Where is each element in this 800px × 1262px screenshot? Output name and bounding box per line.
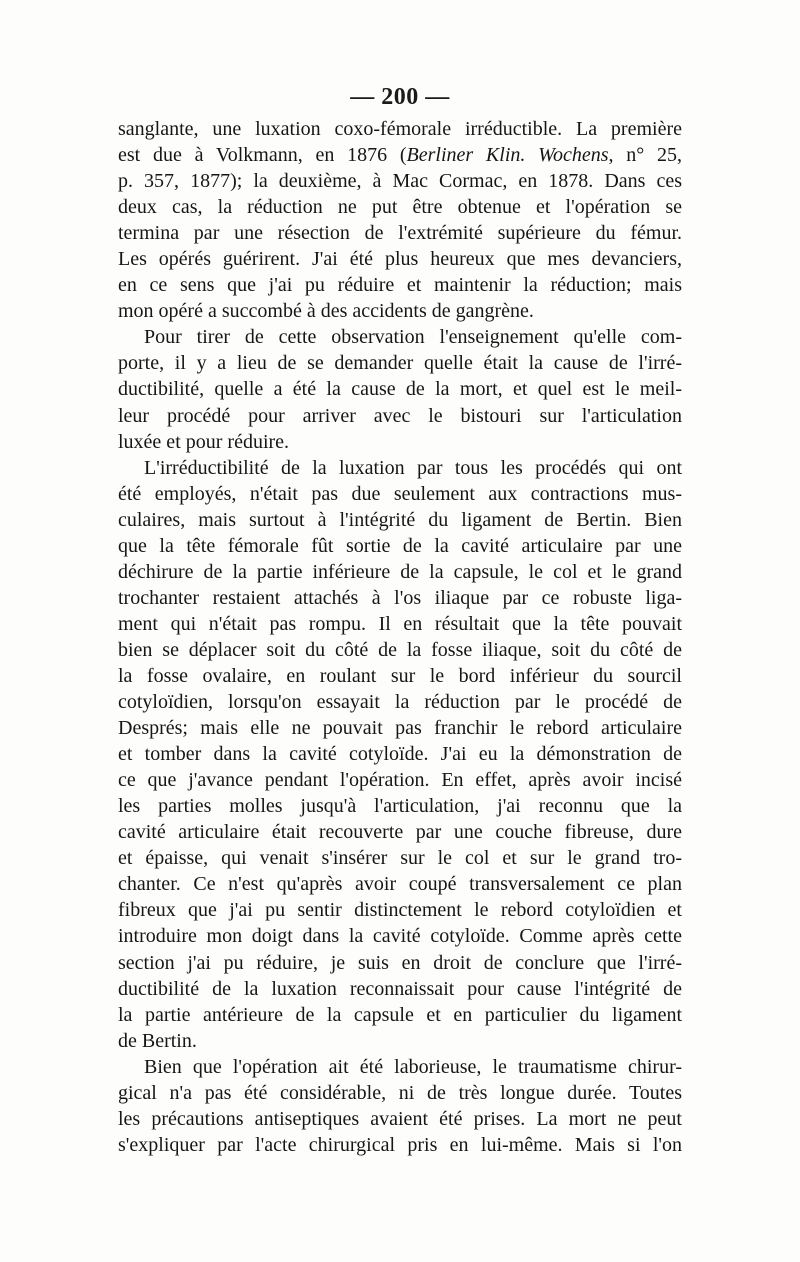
- text-line: termina par une résection de l'extrémité supérieure du fémur.: [118, 222, 682, 245]
- text-line: déchirure de la partie inférieure de la capsule, le col et le grand: [118, 560, 682, 583]
- text-line: Bien que l'opération ait été laborieuse, le traumatisme chirur-: [144, 1055, 682, 1078]
- text-line: chanter. Ce n'est qu'après avoir coupé transversalement ce plan: [118, 873, 682, 896]
- text-line: leur procédé pour arriver avec le bistouri sur l'articulation: [118, 404, 682, 427]
- text-line: deux cas, la réduction ne put être obtenue et l'opération se: [118, 196, 682, 219]
- text-line: été employés, n'était pas due seulement aux contractions mus-: [118, 482, 682, 505]
- text-line: la partie antérieure de la capsule et en particulier du ligament: [118, 1003, 682, 1026]
- text-line: introduire mon doigt dans la cavité cotyloïde. Comme après cette: [118, 925, 682, 948]
- text-line: s'expliquer par l'acte chirurgical pris en lui-même. Mais si l'on: [118, 1133, 682, 1156]
- text-line: bien se déplacer soit du côté de la fosse iliaque, soit du côté de: [118, 638, 682, 661]
- text-line: cavité articulaire était recouverte par une couche fibreuse, dure: [118, 821, 682, 844]
- text-line: luxée et pour réduire.: [118, 430, 290, 453]
- text-line: et épaisse, qui venait s'insérer sur le col et sur le grand tro-: [118, 847, 682, 870]
- text-line: fibreux que j'ai pu sentir distinctement le rebord cotyloïdien et: [118, 899, 682, 922]
- text-line: ductibilité de la luxation reconnaissait pour cause l'intégrité de: [118, 977, 682, 1000]
- text-line: L'irréductibilité de la luxation par tous les procédés qui ont: [144, 456, 682, 479]
- text-line: cotyloïdien, lorsqu'on essayait la réduction par le procédé de: [118, 691, 682, 714]
- text-line: et tomber dans la cavité cotyloïde. J'ai eu la démonstration de: [118, 743, 682, 766]
- text-line: en ce sens que j'ai pu réduire et maintenir la réduction; mais: [118, 274, 682, 297]
- text-line: culaires, mais surtout à l'intégrité du ligament de Bertin. Bien: [118, 508, 682, 531]
- text-line: la fosse ovalaire, en roulant sur le bord inférieur du sourcil: [118, 664, 682, 687]
- text-line: Les opérés guérirent. J'ai été plus heureux que mes devanciers,: [118, 248, 682, 271]
- text-line: est due à Volkmann, en 1876 (Berliner Klin. Wochens, n° 25,: [118, 144, 682, 167]
- page-number: — 200 —: [350, 84, 450, 110]
- text-line: ce que j'avance pendant l'opération. En effet, après avoir incisé: [118, 769, 682, 792]
- text-line: porte, il y a lieu de se demander quelle était la cause de l'irré-: [118, 352, 682, 375]
- text-line: section j'ai pu réduire, je suis en droit de conclure que l'irré-: [118, 951, 682, 974]
- text-line: Després; mais elle ne pouvait pas franchir le rebord articulaire: [118, 717, 682, 740]
- body-text: [118, 116, 682, 1158]
- text-line: p. 357, 1877); la deuxième, à Mac Cormac, en 1878. Dans ces: [118, 170, 682, 193]
- text-line: ductibilité, quelle a été la cause de la mort, et quel est le meil-: [118, 378, 682, 401]
- text-line: Pour tirer de cette observation l'enseignement qu'elle com-: [144, 326, 682, 349]
- text-line: les précautions antiseptiques avaient été prises. La mort ne peut: [118, 1107, 682, 1130]
- text-line: sanglante, une luxation coxo-fémorale irréductible. La première: [118, 118, 682, 140]
- text-line: ment qui n'était pas rompu. Il en résultait que la tête pouvait: [118, 612, 682, 635]
- text-line: mon opéré a succombé à des accidents de gangrène.: [118, 300, 534, 323]
- text-line: gical n'a pas été considérable, ni de très longue durée. Toutes: [118, 1081, 682, 1104]
- text-line: les parties molles jusqu'à l'articulation, j'ai reconnu que la: [118, 795, 682, 818]
- text-line: de Bertin.: [118, 1029, 197, 1052]
- text-line: trochanter restaient attachés à l'os iliaque par ce robuste liga-: [118, 586, 682, 609]
- journal-title: Berliner Klin. Wochens: [406, 144, 609, 167]
- text-line: que la tête fémorale fût sortie de la cavité articulaire par une: [118, 534, 682, 557]
